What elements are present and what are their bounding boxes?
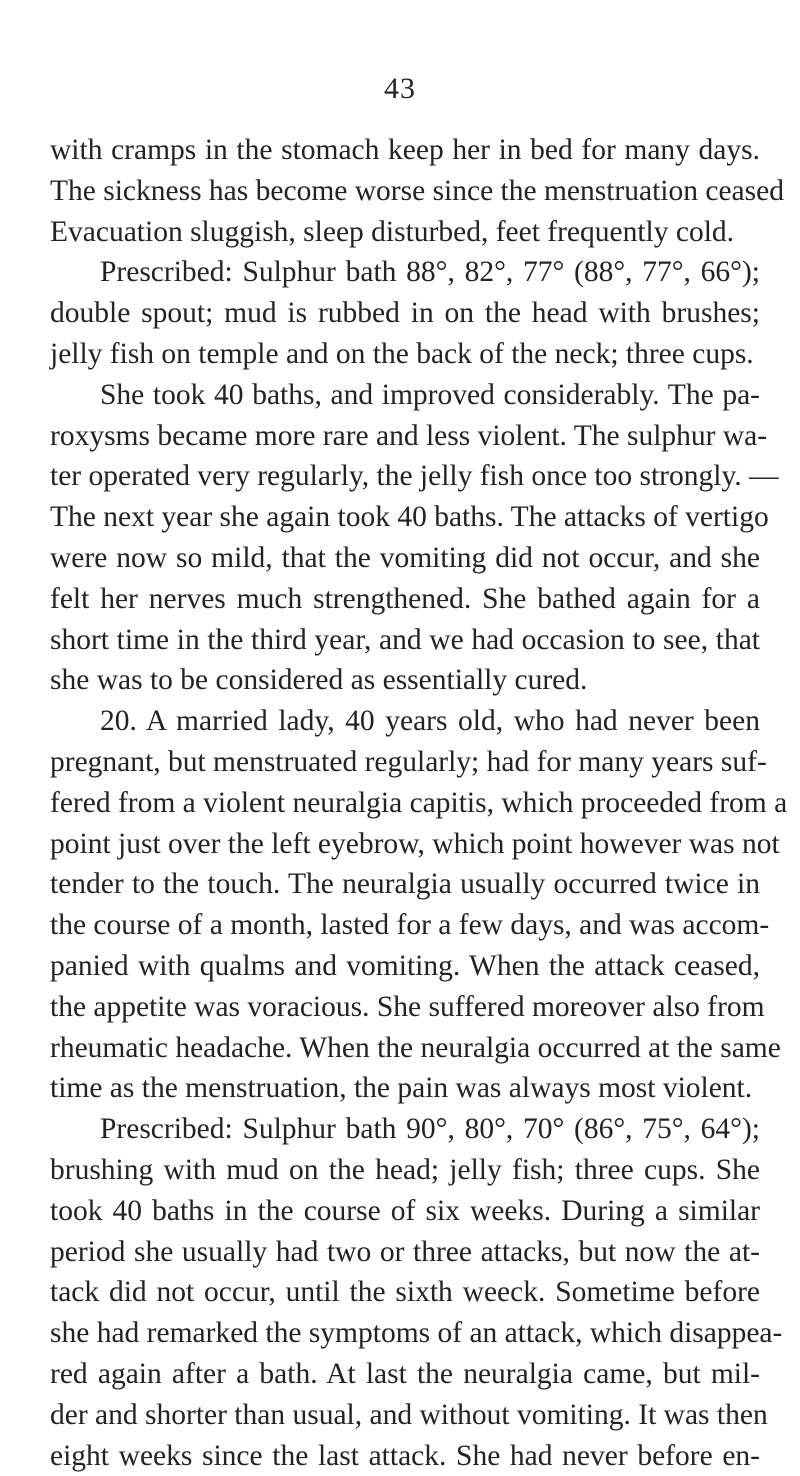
text-line: red again after a bath. At last the neuralgia came, but mil-: [50, 1354, 760, 1395]
text-line: period she usually had two or three attacks, but now the at-: [50, 1232, 760, 1273]
text-line: she had remarked the symptoms of an attack, which disappea-: [50, 1313, 760, 1354]
text-line: rheumatic headache. When the neuralgia occurred at the same: [50, 1028, 760, 1069]
text-line: time as the menstruation, the pain was always most violent.: [50, 1068, 760, 1109]
body-text: [50, 130, 760, 1476]
text-line: point just over the left eyebrow, which point however was not: [50, 824, 760, 865]
text-line: felt her nerves much strengthened. She bathed again for a: [50, 579, 760, 620]
text-line: short time in the third year, and we had occasion to see, that: [50, 620, 760, 661]
text-line: panied with qualms and vomiting. When the attack ceased,: [50, 946, 760, 987]
text-line: pregnant, but menstruated regularly; had for many years suf-: [50, 742, 760, 783]
text-line: brushing with mud on the head; jelly fish; three cups. She: [50, 1150, 760, 1191]
text-line: she was to be considered as essentially cured.: [50, 660, 760, 701]
text-line: tack did not occur, until the sixth weeck. Sometime before: [50, 1272, 760, 1313]
text-line: The sickness has become worse since the menstruation ceased: [50, 171, 760, 212]
page-number: 43: [0, 72, 800, 106]
text-line: 20. A married lady, 40 years old, who had never been: [50, 701, 760, 742]
text-line: the appetite was voracious. She suffered moreover also from: [50, 987, 760, 1028]
text-line: were now so mild, that the vomiting did not occur, and she: [50, 538, 760, 579]
text-line: The next year she again took 40 baths. The attacks of vertigo: [50, 497, 760, 538]
text-line: der and shorter than usual, and without vomiting. It was then: [50, 1395, 760, 1436]
text-line: ter operated very regularly, the jelly fish once too strongly. —: [50, 456, 760, 497]
text-line: double spout; mud is rubbed in on the head with brushes;: [50, 293, 760, 334]
text-line: roxysms became more rare and less violent. The sulphur wa-: [50, 416, 760, 457]
text-line: took 40 baths in the course of six weeks. During a similar: [50, 1191, 760, 1232]
text-line: with cramps in the stomach keep her in bed for many days.: [50, 130, 760, 171]
text-line: fered from a violent neuralgia capitis, which proceeded from a: [50, 783, 760, 824]
text-line: She took 40 baths, and improved considerably. The pa-: [50, 375, 760, 416]
text-line: tender to the touch. The neuralgia usually occurred twice in: [50, 864, 760, 905]
text-line: Prescribed: Sulphur bath 88°, 82°, 77° (88°, 77°, 66°);: [50, 252, 760, 293]
text-line: jelly fish on temple and on the back of the neck; three cups.: [50, 334, 760, 375]
text-line: the course of a month, lasted for a few days, and was accom-: [50, 905, 760, 946]
text-line: Evacuation sluggish, sleep disturbed, feet frequently cold.: [50, 212, 760, 253]
text-line: eight weeks since the last attack. She had never before en-: [50, 1436, 760, 1476]
text-line: Prescribed: Sulphur bath 90°, 80°, 70° (86°, 75°, 64°);: [50, 1109, 760, 1150]
